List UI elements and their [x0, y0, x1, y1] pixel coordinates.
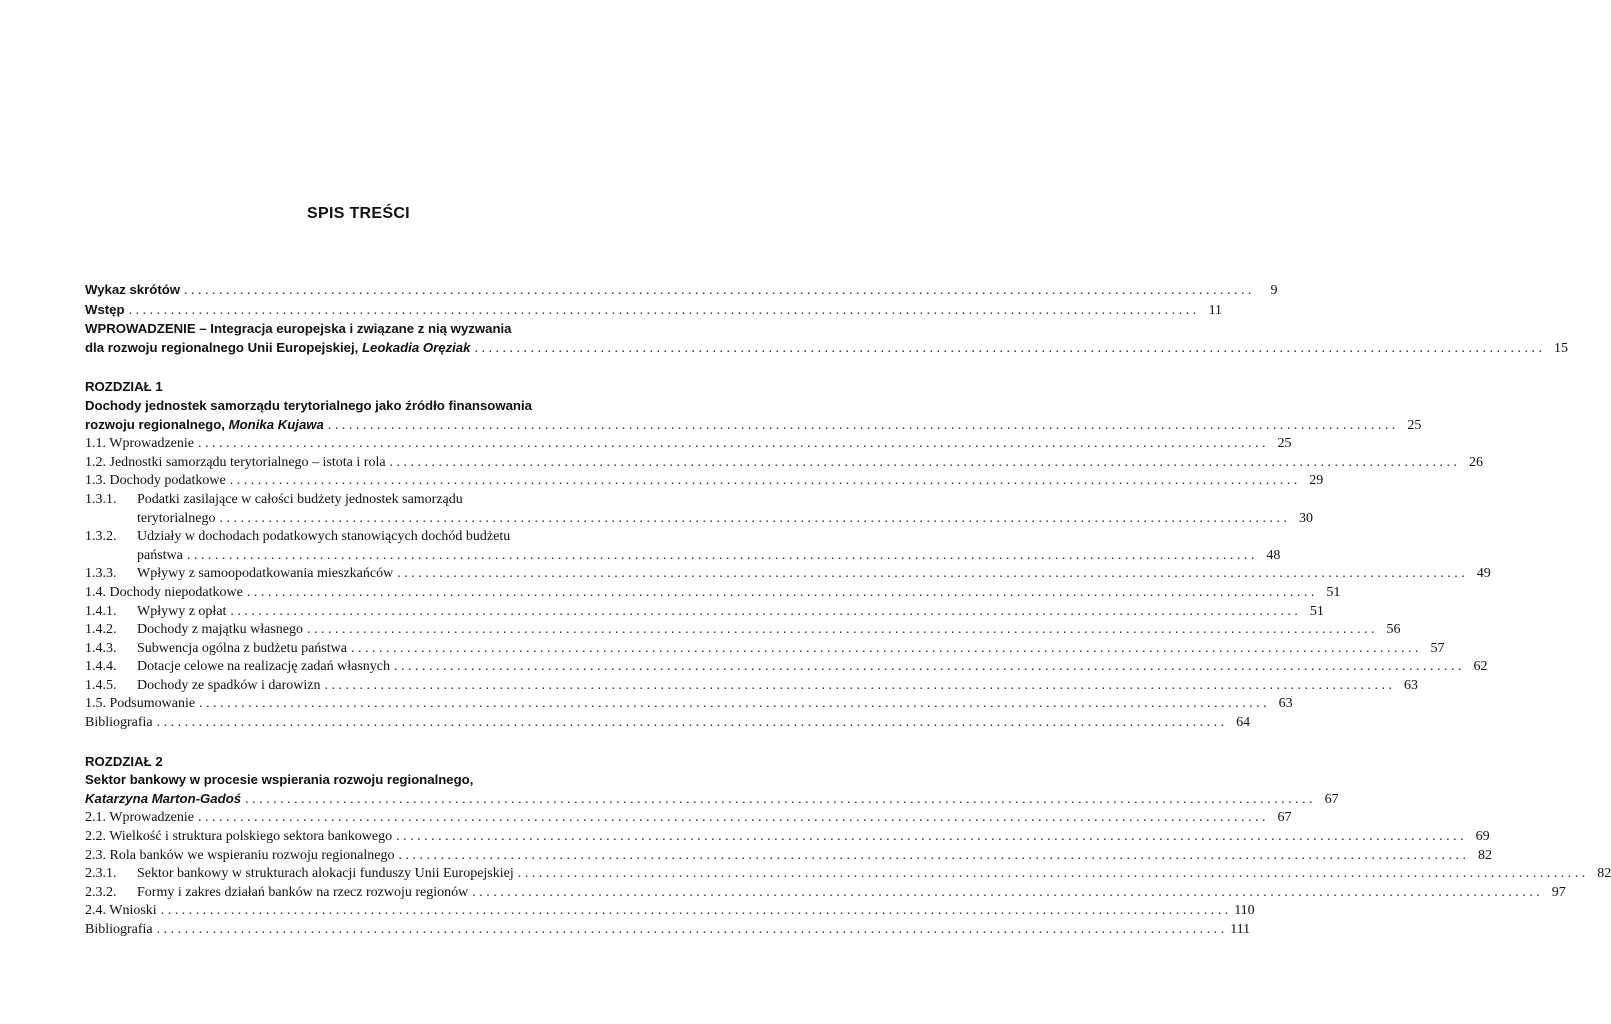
toc-page-number: 82	[1597, 866, 1611, 882]
chapter-2-title-line1[interactable]: Sektor bankowy w procesie wspierania rozwoju regionalnego,	[85, 772, 474, 788]
toc-page-number: 63	[1404, 677, 1419, 693]
toc-entry[interactable]	[85, 658, 1488, 677]
chapter-2-heading: ROZDZIAŁ 2	[85, 753, 163, 769]
toc-entry-label-cont: państwa	[137, 547, 183, 563]
toc-page-number: 51	[1326, 584, 1341, 600]
dot-leader	[325, 677, 1393, 696]
toc-page-number: 9	[1270, 283, 1278, 298]
toc-author: Leokadia Oręziak	[361, 339, 471, 355]
table-of-contents	[85, 281, 1611, 940]
dot-leader	[394, 658, 1462, 677]
dot-leader	[157, 921, 1225, 940]
toc-page-number: 69	[1475, 829, 1490, 845]
dot-leader	[518, 865, 1586, 884]
dot-leader	[230, 603, 1298, 622]
toc-entry-label: 1.4.4. Dotacje celowe na realizację zadań własnych	[85, 659, 391, 675]
dot-leader	[198, 809, 1266, 828]
toc-entry-label: 2.4. Wnioski	[85, 903, 157, 919]
toc-entry-wykaz[interactable]	[85, 281, 1278, 301]
dot-leader	[245, 791, 1313, 810]
toc-page-number: 67	[1277, 810, 1292, 826]
dot-leader	[351, 640, 1419, 659]
toc-entry-label: 1.4.1. Wpływy z opłat	[85, 603, 227, 619]
dot-leader	[328, 417, 1396, 436]
toc-entry-first-line[interactable]	[85, 528, 630, 547]
toc-page-number: 56	[1386, 622, 1401, 638]
toc-entry-number: 1.3.2.	[85, 529, 117, 545]
toc-page-number: 30	[1299, 510, 1314, 526]
toc-entry-wstep[interactable]	[85, 301, 1223, 321]
toc-entry-label: Bibliografia	[85, 922, 153, 937]
toc-entry[interactable]	[85, 847, 1492, 866]
toc-entry-label: 2.2. Wielkość i struktura polskiego sektora bankowego	[85, 829, 393, 845]
toc-entry-label	[85, 339, 470, 358]
dot-leader	[220, 510, 1288, 529]
toc-page-number: 26	[1469, 454, 1484, 470]
toc-page-number: 25	[1407, 417, 1422, 433]
toc-entry-label: 1.3.3. Wpływy z samoopodatkowania mieszkańców	[85, 566, 394, 582]
dot-leader	[472, 884, 1540, 903]
toc-entry-label: Bibliografia	[85, 715, 153, 731]
dot-leader	[198, 435, 1266, 454]
toc-page-number: 97	[1551, 884, 1566, 900]
dot-leader	[396, 828, 1464, 847]
chapter-1-heading: ROZDZIAŁ 1	[85, 379, 163, 395]
toc-entry-chapter-1[interactable]	[85, 416, 1422, 436]
toc-page-number: 15	[1553, 340, 1568, 356]
toc-author: Katarzyna Marton-Gadoś	[85, 790, 242, 806]
toc-page-number: 49	[1476, 566, 1491, 582]
toc-page-number: 48	[1266, 547, 1281, 563]
toc-entry[interactable]	[85, 695, 1293, 714]
toc-entry-label	[85, 416, 324, 435]
toc-entry-label: 1.3. Dochody podatkowe	[85, 473, 226, 489]
toc-entry[interactable]	[85, 603, 1324, 622]
toc-entry-label: Udziały w dochodach podatkowych stanowiących dochód budżetu	[137, 529, 511, 545]
dot-leader	[187, 547, 1255, 566]
dot-leader	[230, 472, 1298, 491]
toc-entry-label: 1.5. Podsumowanie	[85, 696, 196, 712]
dot-leader	[474, 340, 1542, 359]
toc-entry-label: 1.4.3. Subwencja ogólna z budżetu państwa	[85, 640, 347, 656]
dot-leader	[390, 454, 1458, 473]
toc-page-number: 111	[1230, 922, 1251, 937]
toc-entry[interactable]	[85, 640, 1445, 659]
toc-entry[interactable]	[85, 454, 1484, 473]
dot-leader	[398, 847, 1466, 866]
toc-intro-line1[interactable]: WPROWADZENIE – Integracja europejska i związane z nią wyzwania	[85, 321, 512, 337]
toc-entry-number: 1.3.1.	[85, 491, 117, 507]
dot-leader	[307, 621, 1375, 640]
toc-entry-label: 2.3. Rola banków we wspieraniu rozwoju regionalnego	[85, 847, 395, 863]
toc-entry[interactable]	[85, 809, 1292, 828]
toc-page-number: 57	[1430, 640, 1445, 656]
toc-page-number: 64	[1236, 715, 1251, 731]
toc-entry-chapter-2[interactable]	[85, 790, 1339, 810]
toc-entry-label: 2.1. Wprowadzenie	[85, 810, 194, 826]
toc-author: Monika Kujawa	[228, 416, 324, 432]
toc-entry-bibliography[interactable]	[85, 714, 1251, 733]
toc-page-number: 82	[1477, 847, 1492, 863]
toc-page-number: 67	[1324, 791, 1339, 807]
dot-leader	[199, 695, 1267, 714]
chapter-1-title-line2: rozwoju regionalnego,	[85, 416, 225, 432]
chapter-1-title-line1[interactable]: Dochody jednostek samorządu terytorialnego jako źródło finansowania	[85, 397, 532, 413]
toc-entry-label: 2.3.1. Sektor bankowy w strukturach alokacji funduszy Unii Europejskiej	[85, 866, 514, 882]
toc-entry[interactable]	[85, 565, 1491, 584]
toc-entry[interactable]	[85, 621, 1401, 640]
dot-leader	[129, 302, 1197, 321]
page-title: SPIS TREŚCI	[307, 205, 410, 222]
toc-entry-label: 1.4.5. Dochody ze spadków i darowizn	[85, 677, 321, 693]
toc-entry[interactable]	[85, 828, 1490, 847]
toc-entry[interactable]	[85, 677, 1419, 696]
dot-leader	[247, 584, 1315, 603]
toc-entry[interactable]	[85, 865, 1611, 884]
toc-entry-first-line[interactable]	[85, 491, 630, 510]
toc-intro-line2: dla rozwoju regionalnego Unii Europejskiej,	[85, 339, 359, 355]
toc-entry-intro[interactable]	[85, 339, 1568, 359]
dot-leader	[157, 714, 1225, 733]
toc-entry-label: 1.2. Jednostki samorządu terytorialnego – istota i rola	[85, 454, 386, 470]
toc-page-number: 25	[1277, 436, 1292, 452]
toc-page-number: 62	[1473, 659, 1488, 675]
toc-entry-label: 1.4. Dochody niepodatkowe	[85, 584, 243, 600]
toc-entry-label-cont: terytorialnego	[137, 510, 216, 526]
toc-page-number: 63	[1278, 696, 1293, 712]
dot-leader	[184, 282, 1252, 301]
toc-entry-label: 2.3.2. Formy i zakres działań banków na rzecz rozwoju regionów	[85, 884, 469, 900]
dot-leader	[397, 565, 1465, 584]
toc-entry[interactable]	[85, 472, 1324, 491]
toc-page-number: 51	[1309, 603, 1324, 619]
toc-entry[interactable]	[85, 435, 1292, 454]
toc-entry-label: 1.1. Wprowadzenie	[85, 436, 194, 452]
toc-entry-label: Wstęp	[85, 301, 125, 317]
toc-entry[interactable]	[85, 884, 1566, 903]
toc-entry[interactable]	[85, 510, 1314, 529]
toc-entry[interactable]	[85, 902, 1255, 921]
toc-entry[interactable]	[85, 547, 1281, 566]
toc-entry[interactable]	[85, 584, 1341, 603]
toc-page-number: 11	[1208, 302, 1223, 318]
toc-page-number: 29	[1309, 473, 1324, 489]
toc-page-number: 110	[1234, 903, 1255, 919]
toc-entry-label: Podatki zasilające w całości budżety jednostek samorządu	[137, 491, 463, 507]
toc-entry-bibliography[interactable]	[85, 921, 1251, 940]
dot-leader	[161, 902, 1229, 921]
toc-entry-label: Wykaz skrótów	[85, 282, 181, 297]
toc-entry-label: 1.4.2. Dochody z majątku własnego	[85, 622, 304, 638]
